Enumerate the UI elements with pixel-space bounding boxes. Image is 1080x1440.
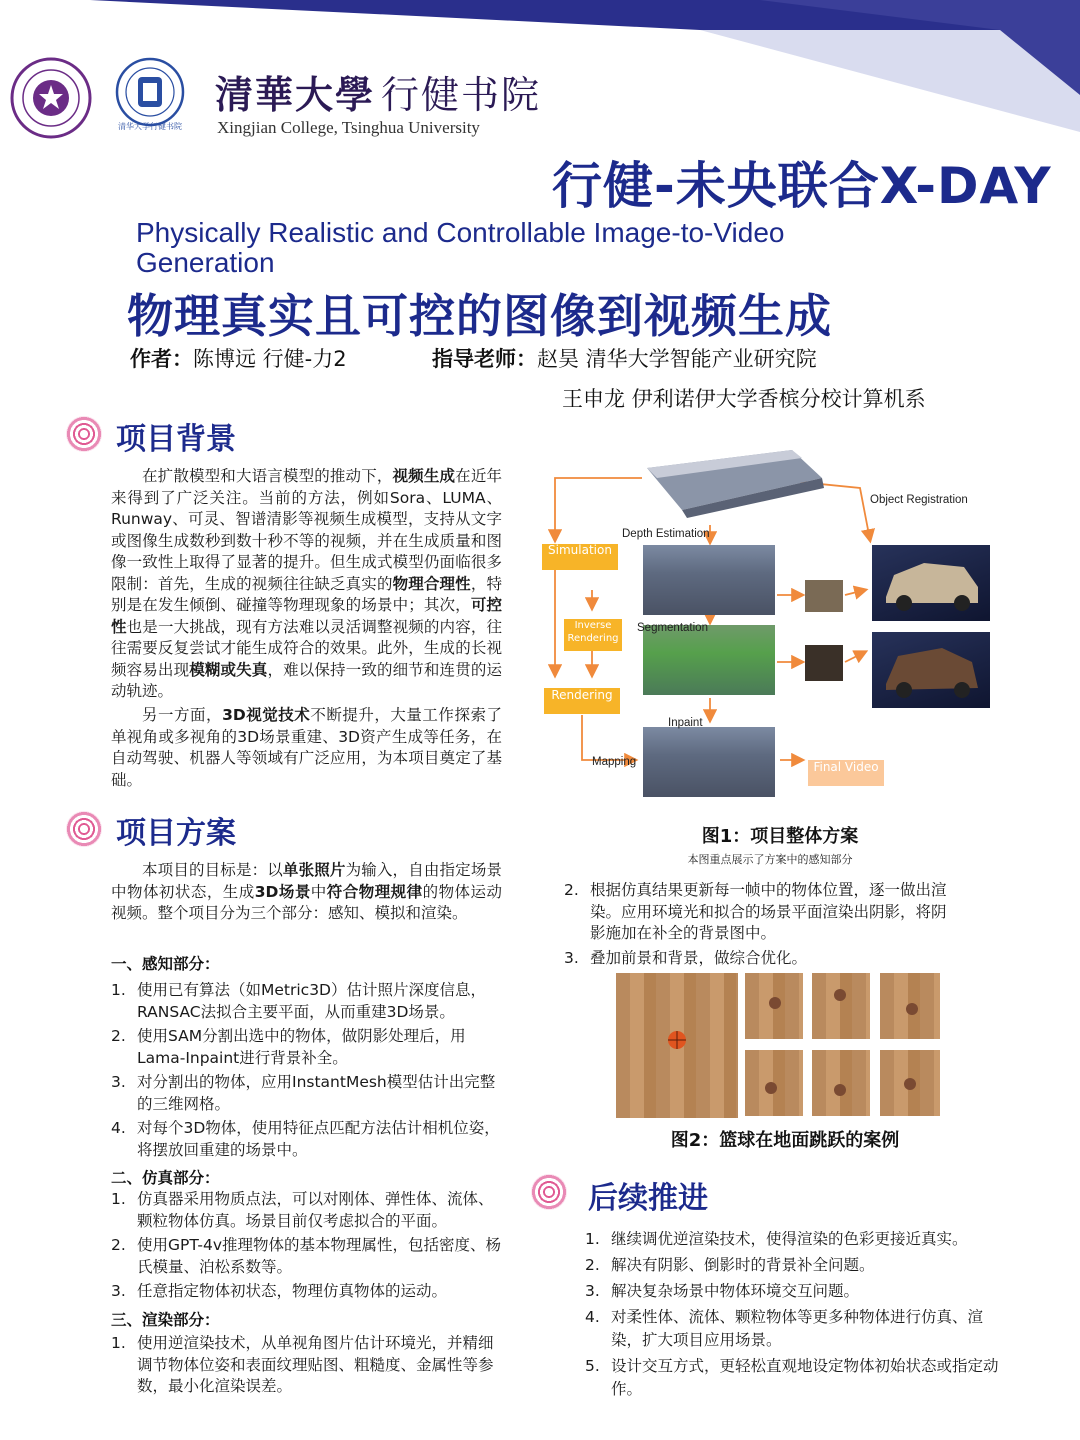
background-paragraph-1: 在扩散模型和大语言模型的推动下，视频生成在近年来得到了广泛关注。当前的方法，例如Sora、LUMA、Runway、可灵、智谱清影等视频生成模型，支持从文字或图像生成数秒到数十秒不等的视频，并在生成质量和图像一致性上取得了显著的提升。但生成式模型仍面临很多限制：首先，生成的视频往往缺乏真实的物理合理性，特别是在发生倾倒、碰撞等物理现象的场景中；其次，可控性也是一大挑战，现有方法难以灵活调整视频的内容，往往需要反复尝试才能生成符合的效果。此外，生成的长视频容易出现模糊或失真，难以保持一致的细节和连贯的运动轨迹。	[111, 467, 502, 700]
plan-title: 项目方案	[116, 816, 236, 851]
car-mesh-2	[872, 632, 990, 708]
basketball-frame-main	[616, 973, 738, 1118]
segmentation-image	[643, 625, 775, 695]
basketball-frame	[880, 973, 940, 1039]
list-item: 5. 设计交互方式，更轻松直观地设定物体初始状态或指定动作。	[585, 1357, 999, 1398]
part1-title: 一、感知部分：	[111, 955, 220, 973]
object-registration-label: Object Registration	[870, 494, 968, 506]
basketball-frame	[745, 1050, 803, 1116]
list-item: 3. 对分割出的物体，应用InstantMesh模型估计出完整的三维网格。	[111, 1073, 496, 1113]
college-name: 行健书院	[381, 73, 542, 117]
xingjian-seal-logo	[105, 57, 195, 139]
advisor-label: 指导老师：	[432, 347, 537, 371]
school-name: 清華大學	[215, 72, 376, 117]
list-item: 4. 对每个3D物体，使用特征点匹配方法估计相机位姿，将摆放回重建的场景中。	[111, 1119, 500, 1159]
input-road-image	[643, 545, 775, 615]
part3-title: 三、渲染部分：	[111, 1311, 220, 1329]
rendering-box: Rendering	[544, 688, 620, 714]
background-paragraph-2: 另一方面，3D视觉技术不断提升，大量工作探索了单视角或多视角的3D场景重建、3D资产生成等任务，在自动驾驶、机器人等领域有广泛应用，为本项目奠定了基础。	[111, 706, 502, 789]
part1-list	[111, 980, 506, 1164]
section-bullet-icon	[66, 416, 102, 452]
basketball-frame	[880, 1050, 940, 1116]
section-bullet-icon	[66, 811, 102, 847]
college-name-cn	[215, 64, 541, 119]
figure2-caption: 图2：篮球在地面跳跃的案例	[670, 1130, 900, 1151]
depth-map-image	[642, 438, 824, 518]
advisor-1: 赵昊 清华大学智能产业研究院	[537, 347, 817, 371]
simulation-box: Simulation	[542, 544, 618, 570]
list-item: 3. 叠加前景和背景，做综合优化。	[564, 948, 808, 967]
basketball-frame	[745, 973, 803, 1039]
author-label: 作者：	[130, 347, 193, 371]
segmentation-label: Segmentation	[637, 622, 708, 634]
event-title: 行健-未央联合X-DAY	[552, 157, 1052, 215]
figure1-caption: 图1：项目整体方案	[701, 826, 859, 847]
future-title: 后续推进	[588, 1181, 708, 1216]
title-chinese: 物理真实且可控的图像到视频生成	[127, 289, 832, 343]
advisor-2: 王申龙 伊利诺伊大学香槟分校计算机系	[562, 387, 926, 411]
list-item: 3. 解决复杂场景中物体环境交互问题。	[585, 1282, 860, 1300]
depth-estimation-label: Depth Estimation	[622, 528, 710, 540]
part2-title: 二、仿真部分：	[111, 1169, 220, 1187]
inverse-rendering-box: Inverse Rendering	[564, 619, 622, 651]
background-title: 项目背景	[116, 422, 236, 457]
figure1-diagram	[540, 430, 990, 790]
inpaint-label: Inpaint	[668, 717, 703, 729]
basketball-frame	[812, 973, 870, 1039]
list-item: 2. 使用SAM分割出选中的物体，做阴影处理后，用Lama-Inpaint进行背景补全。	[111, 1027, 466, 1067]
list-item: 1. 仿真器采用物质点法，可以对刚体、弹性体、流体、颗粒物体仿真。场景目前仅考虑拟合的平面。	[111, 1190, 494, 1230]
list-item: 3. 任意指定物体初状态，物理仿真物体的运动。	[111, 1282, 448, 1300]
list-item: 2. 使用GPT-4v推理物体的基本物理属性，包括密度、杨氏模量、泊松系数等。	[111, 1236, 502, 1276]
car-crop-1	[805, 580, 843, 612]
list-item: 1. 继续调优逆渲染技术，使得渲染的色彩更接近真实。	[585, 1230, 968, 1248]
basketball-frame	[812, 1050, 870, 1116]
future-list	[585, 1228, 1005, 1404]
car-mesh-1	[872, 545, 990, 621]
part3-list	[111, 1333, 506, 1401]
author-name: 陈博远 行健-力2	[193, 347, 347, 371]
author-line	[130, 343, 347, 373]
list-item: 2. 解决有阴影、倒影时的背景补全问题。	[585, 1256, 875, 1274]
part2-list	[111, 1189, 506, 1306]
list-item: 2. 根据仿真结果更新每一帧中的物体位置，逐一做出渲染。应用环境光和拟合的场景平面渲染出阴影，将阴影施加在补全的背景图中。	[564, 881, 947, 942]
section-bullet-icon	[531, 1174, 567, 1210]
college-name-en: Xingjian College, Tsinghua University	[217, 118, 480, 137]
tsinghua-seal-logo	[10, 57, 92, 139]
final-video-box: Final Video	[808, 760, 884, 786]
title-english: Physically Realistic and Controllable Image-to-Video Generation	[136, 217, 785, 278]
rendering-list-continued	[564, 880, 954, 972]
car-crop-2	[805, 645, 843, 681]
advisor-line	[432, 343, 817, 373]
figure1-subcaption: 本图重点展示了方案中的感知部分	[687, 853, 853, 866]
seal-label: 清华大学行健书院	[118, 122, 182, 131]
mapping-label: Mapping	[592, 756, 637, 768]
list-item: 1. 使用逆渲染技术，从单视角图片估计环境光，并精细调节物体位姿和表面纹理贴图、粗糙度、金属性等参数，最小化渲染误差。	[111, 1334, 494, 1395]
inpainted-image	[643, 727, 775, 797]
list-item: 1. 使用已有算法（如Metric3D）估计照片深度信息，RANSAC法拟合主要平面，从而重建3D场景。	[111, 981, 486, 1021]
list-item: 4. 对柔性体、流体、颗粒物体等更多种物体进行仿真、渲染，扩大项目应用场景。	[585, 1308, 984, 1349]
plan-intro: 本项目的目标是：以单张照片为输入，自由指定场景中物体初状态，生成3D场景中符合物理规律的物体运动视频。整个项目分为三个部分：感知、模拟和渲染。	[111, 861, 502, 922]
